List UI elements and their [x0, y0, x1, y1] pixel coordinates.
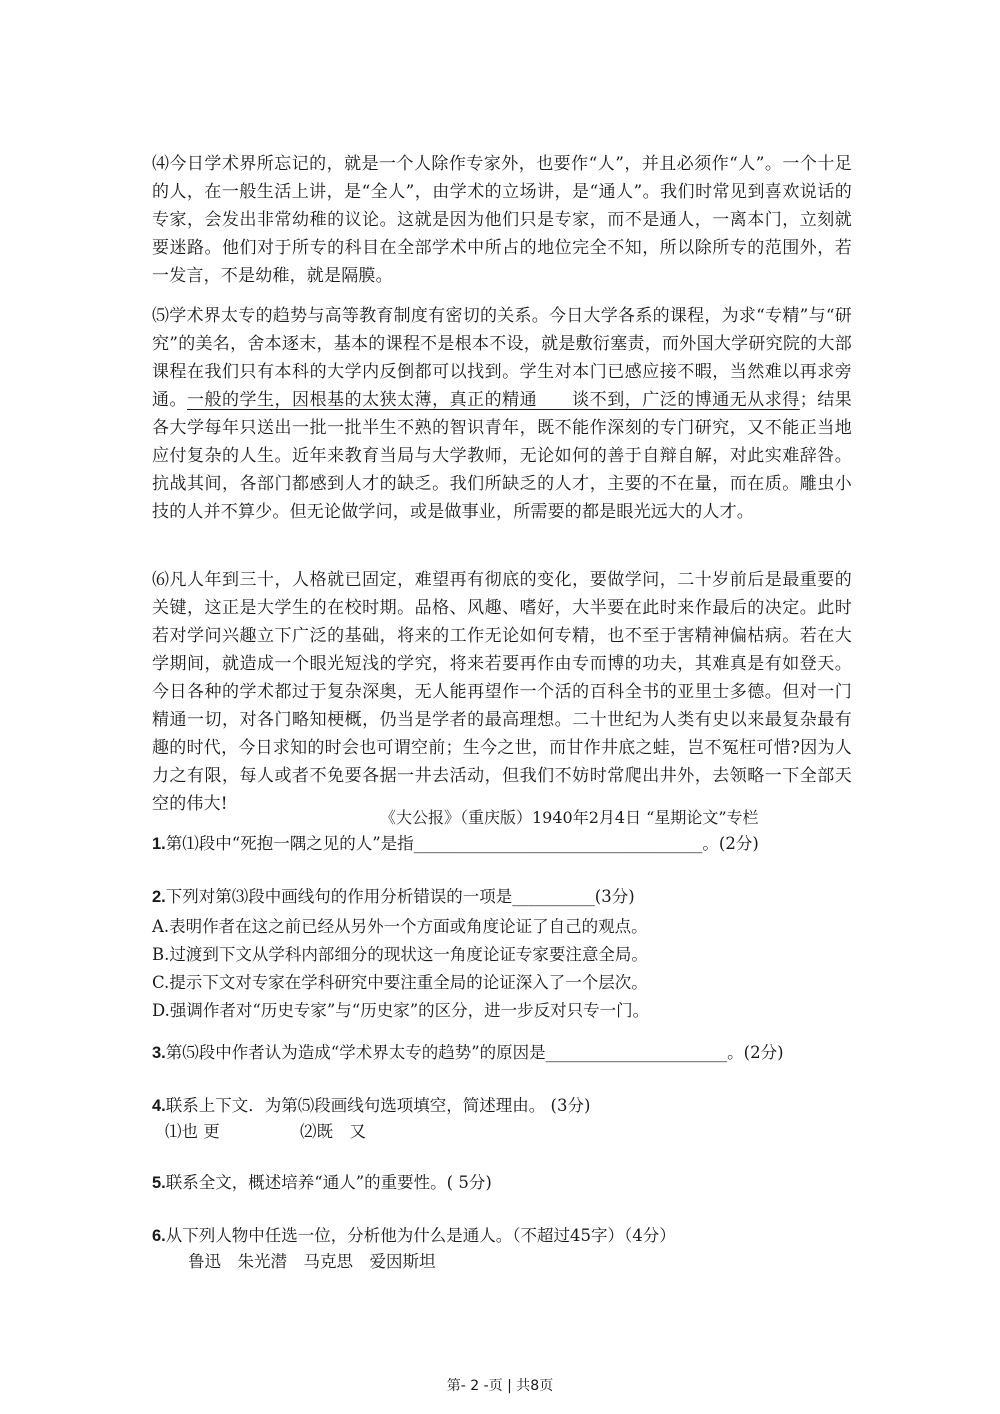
question-3-text: 第⑸段中作者认为造成“学术界太专的趋势”的原因是______________________。(2分)	[165, 1043, 784, 1062]
question-6-people-list: 鲁迅 朱光潜 马克思 爱因斯坦	[188, 1252, 436, 1271]
paragraph-5-text-before: ⑸学术界太专的趋势与高等教育制度有密切的关系。今日大学各系的课程，为求“专精”与“研究”的美名，舍本逐末，基本的课程不是根本不设，就是敷衍塞责，而外国大学研究院的大部课程在我们只有本科的大学内反倒都可以找到。学生对本门已感应接不暇，当然难以再求旁通。	[152, 306, 852, 410]
question-4	[152, 1093, 852, 1119]
question-3	[152, 1040, 852, 1066]
question-6-number: 6.	[152, 1227, 166, 1245]
source-citation: 《大公报》（重庆版）1940年2月4日 “星期论文”专栏	[380, 808, 759, 827]
question-2-option-c: C.提示下文对专家在学科研究中要注重全局的论证深入了一个层次。	[152, 973, 648, 992]
question-4-option-2: ⑵既 又	[300, 1122, 366, 1141]
question-2-option-a: A.表明作者在这之前已经从另外一个方面或角度论证了自己的观点。	[152, 917, 648, 936]
question-5	[152, 1170, 852, 1196]
question-2-number: 2.	[152, 888, 166, 906]
paragraph-5	[152, 302, 852, 526]
paragraph-5-text-after: ；结果各大学每年只送出一批一批半生不熟的智识青年，既不能作深刻的专门研究，又不能正当地应付复杂的人生。近年来教育当局与大学教师，无论如何的善于自辩自解，对此实难辞咎。抗战其间，各部门都感到人才的缺乏。我们所缺乏的人才，主要的不在量，而在质。雕虫小技的人并不算少。但无论做学问，或是做事业，所需要的都是眼光远大的人才。	[152, 390, 852, 522]
question-6-text: 从下列人物中任选一位，分析他为什么是通人。（不超过45字）（4分）	[165, 1226, 676, 1245]
question-2-text: 下列对第⑶段中画线句的作用分析错误的一项是__________(3分)	[165, 887, 635, 906]
question-1	[152, 831, 852, 857]
question-2-option-b: B.过渡到下文从学科内部细分的现状这一角度论证专家要注意全局。	[152, 945, 648, 964]
question-5-number: 5.	[152, 1174, 166, 1192]
paragraph-4: ⑷今日学术界所忘记的，就是一个人除作专家外，也要作“人”，并且必须作“人”。一个十足的人，在一般生活上讲，是“全人”，由学术的立场讲，是“通人”。我们时常见到喜欢说话的专家，会发出非常幼稚的议论。这就是因为他们只是专家，而不是通人，一离本门，立刻就要迷路。他们对于所专的科目在全部学术中所占的地位完全不知，所以除所专的范围外，若一发言，不是幼稚，就是隔膜。	[152, 154, 852, 286]
question-5-text: 联系全文，概述培养“通人”的重要性。( 5分)	[165, 1173, 492, 1192]
question-3-number: 3.	[152, 1044, 166, 1062]
question-6	[152, 1223, 852, 1249]
paragraph-5-underlined-sentence: 一般的学生，因根基的太狭太薄，真正的精通 谈不到，广泛的博通无从求得	[187, 390, 800, 410]
question-4-option-1: ⑴也 更	[165, 1122, 220, 1141]
paragraph-6: ⑹凡人年到三十，人格就已固定，难望再有彻底的变化，要做学问，二十岁前后是最重要的关键，这正是大学生的在校时期。品格、风趣、嗜好，大半要在此时来作最后的决定。此时若对学问兴趣立下广泛的基础，将来的工作无论如何专精，也不至于害精神偏枯病。若在大学期间，就造成一个眼光短浅的学究，将来若要再作由专而博的功夫，其难真是有如登天。今日各种的学术都过于复杂深奥，无人能再望作一个活的百科全书的亚里士多德。但对一门精通一切，对各门略知梗概，仍当是学者的最高理想。二十世纪为人类有史以来最复杂最有趣的时代，今日求知的时会也可谓空前；生今之世，而甘作井底之蛙，岂不冤枉可惜?因为人力之有限，每人或者不免要各据一井去活动，但我们不妨时常爬出井外，去领略一下全部天空的伟大!	[152, 570, 852, 814]
question-1-number: 1.	[152, 835, 166, 853]
question-4-number: 4.	[152, 1097, 166, 1115]
question-2	[152, 884, 852, 1025]
page-footer: 第- 2 -页 | 共8页	[446, 1378, 554, 1394]
question-2-option-d: D.强调作者对“历史专家”与“历史家”的区分，进一步反对只专一门。	[152, 1001, 650, 1020]
question-1-text: 第⑴段中“死抱一隅之见的人”是指___________________________________。(2分)	[165, 834, 759, 853]
question-4-text: 联系上下文．为第⑸段画线句选项填空，简述理由。 (3分)	[165, 1096, 591, 1115]
